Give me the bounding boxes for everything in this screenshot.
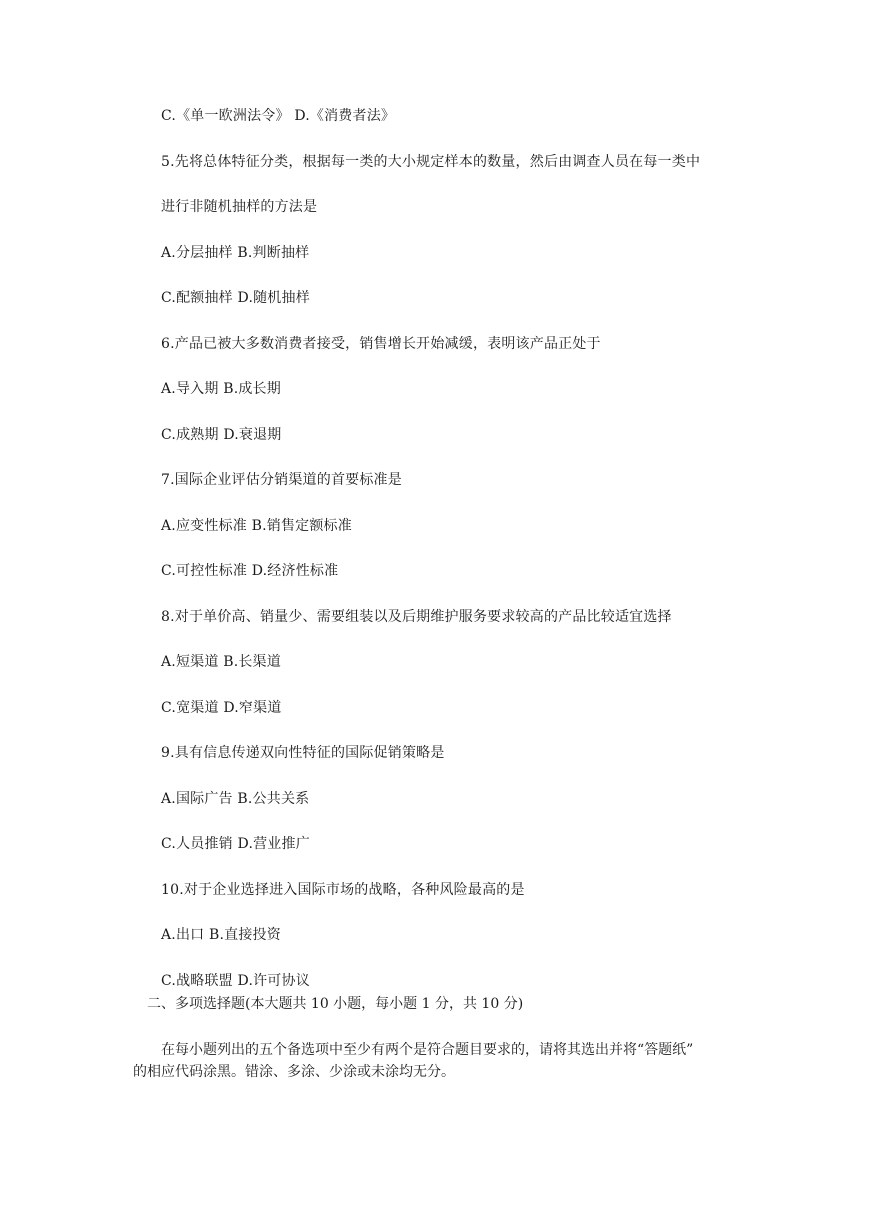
q5-options-ab: A.分层抽样 B.判断抽样 [161, 245, 310, 261]
q10-options-ab: A.出口 B.直接投资 [161, 927, 281, 943]
q6-question: 6.产品已被大多数消费者接受，销售增长开始减缓，表明该产品正处于 [161, 336, 601, 352]
q5-options-cd: C.配额抽样 D.随机抽样 [161, 290, 310, 306]
q10-options-cd: C.战略联盟 D.许可协议 [161, 973, 310, 989]
instructions-line2: 的相应代码涂黑。错涂、多涂、少涂或未涂均无分。 [133, 1064, 455, 1080]
q10-question: 10.对于企业选择进入国际市场的战略，各种风险最高的是 [161, 882, 525, 898]
q7-options-cd: C.可控性标准 D.经济性标准 [161, 563, 339, 579]
q6-options-ab: A.导入期 B.成长期 [161, 381, 281, 397]
q9-options-cd: C.人员推销 D.营业推广 [161, 836, 310, 852]
q7-question: 7.国际企业评估分销渠道的首要标准是 [161, 472, 402, 488]
q9-question: 9.具有信息传递双向性特征的国际促销策略是 [161, 745, 445, 761]
q6-options-cd: C.成熟期 D.衰退期 [161, 427, 282, 443]
q7-options-ab: A.应变性标准 B.销售定额标准 [161, 518, 352, 534]
q4-options-cd: C.《单一欧洲法令》 D.《消费者法》 [161, 108, 396, 124]
section-instructions [133, 1039, 755, 1083]
q8-options-ab: A.短渠道 B.长渠道 [161, 654, 281, 670]
instructions-line1: 在每小题列出的五个备选项中至少有两个是符合题目要求的，请将其选出并将“答题纸” [161, 1042, 694, 1058]
q9-options-ab: A.国际广告 B.公共关系 [161, 791, 310, 807]
section-heading: 二、多项选择题(本大题共 10 小题，每小题 1 分，共 10 分) [147, 996, 524, 1012]
q5-question-line1: 5.先将总体特征分类，根据每一类的大小规定样本的数量，然后由调查人员在每一类中 [161, 154, 701, 170]
q8-question: 8.对于单价高、销量少、需要组装以及后期维护服务要求较高的产品比较适宜选择 [161, 609, 672, 625]
q8-options-cd: C.宽渠道 D.窄渠道 [161, 700, 282, 716]
q5-question-line2: 进行非随机抽样的方法是 [161, 199, 318, 215]
